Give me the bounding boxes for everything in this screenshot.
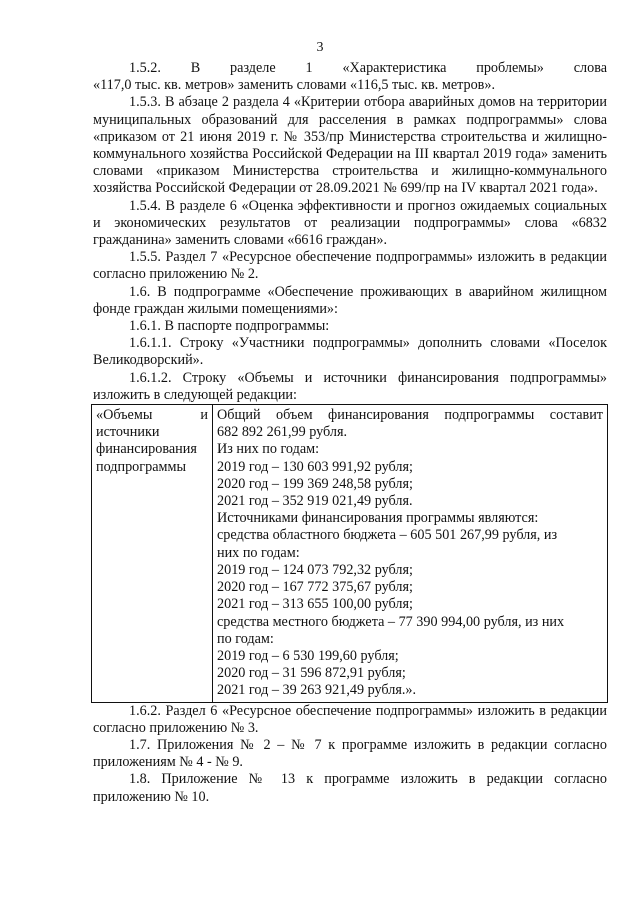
table-label-line: финансирования [96, 441, 197, 458]
table-content-line: 682 892 261,99 рубля. [217, 424, 348, 441]
table-content-line: 2021 год – 39 263 921,49 рубля.». [217, 682, 417, 699]
item-1-5-2-second-line: «117,0 тыс. кв. метров» заменить словами «116,5 тыс. кв. метров». [93, 77, 496, 94]
document-body [93, 60, 607, 806]
item-1-6-1-2: 1.6.1.2. Строку «Объемы и источники финансирования подпрограммы» изложить в следующей редакции: [93, 369, 607, 403]
item-1-5-2-first-line: 1.5.2. В разделе 1 «Характеристика проблемы» слова [129, 60, 607, 76]
financing-table [91, 404, 608, 702]
table-content-line: Источниками финансирования программы являются: [217, 510, 539, 527]
item-1-6-1-1: 1.6.1.1. Строку «Участники подпрограммы» дополнить словами «Поселок Великодворский». [93, 335, 607, 369]
page-number: 3 [316, 40, 324, 55]
table-label-line: «Объемы и [96, 407, 208, 424]
item-1-7: 1.7. Приложения № 2 – № 7 к программе изложить в редакции согласно приложениям № 4 - № 9. [93, 736, 607, 771]
table-label-line: подпрограммы [96, 458, 186, 475]
table-cell-label [92, 405, 213, 702]
table-content-line: 2021 год – 352 919 021,49 рубля. [217, 493, 413, 510]
table-content-line: 2020 год – 31 596 872,91 рубля; [217, 665, 406, 682]
table-content-line: по годам: [217, 630, 274, 647]
item-1-6: 1.6. В подпрограмме «Обеспечение проживающих в аварийном жилищном фонде граждан жилыми помещениями»: [93, 283, 607, 317]
item-1-6-2: 1.6.2. Раздел 6 «Ресурсное обеспечение подпрограммы» изложить в редакции согласно приложению № 3. [93, 702, 607, 736]
item-1-5-4: 1.5.4. В разделе 6 «Оценка эффективности и прогноз ожидаемых социальных и экономических результатов от реализации подпрограммы» слова «6832 гражданина» заменить словами «6616 граждан». [93, 197, 607, 249]
table-content-line: 2019 год – 6 530 199,60 рубля; [217, 647, 399, 664]
table-content-line: Из них по годам: [217, 441, 320, 458]
table-content-line: средства областного бюджета – 605 501 267,99 рубля, из [217, 527, 558, 544]
table-content-line: 2020 год – 167 772 375,67 рубля; [217, 579, 413, 596]
item-1-6-1: 1.6.1. В паспорте подпрограммы: [129, 318, 330, 335]
table-label-line: источники [96, 424, 160, 441]
table-content-line: 2019 год – 124 073 792,32 рубля; [217, 561, 413, 578]
table-row [92, 405, 608, 702]
table-content-line: Общий объем финансирования подпрограммы составит [217, 407, 603, 424]
table-content-line: них по годам: [217, 544, 300, 561]
item-1-5-3: 1.5.3. В абзаце 2 раздела 4 «Критерии отбора аварийных домов на территории муниципальных образований для расселения в рамках подпрограммы» слова «приказом от 21 июня 2019 г. № 353/пр Министерства строительства и жилищно-коммунального хозяйства Российской Федерации на III квартал 2019 года» заменить словами «приказом Министерства строительства и жилищно-коммунального хозяйства Российской Федерации от 28.09.2021 № 699/пр на IV квартал 2021 года». [93, 94, 607, 197]
item-1-5-2 [93, 60, 607, 94]
table-content-line: 2019 год – 130 603 991,92 рубля; [217, 458, 413, 475]
table-content-line: 2021 год – 313 655 100,00 рубля; [217, 596, 413, 613]
table-content-line: 2020 год – 199 369 248,58 рубля; [217, 475, 413, 492]
item-1-8: 1.8. Приложение № 13 к программе изложить в редакции согласно приложению № 10. [93, 771, 607, 805]
table-content-line: средства местного бюджета – 77 390 994,00 рубля, из них [217, 613, 565, 630]
item-1-5-5: 1.5.5. Раздел 7 «Ресурсное обеспечение подпрограммы» изложить в редакции согласно приложению № 2. [93, 249, 607, 283]
table-cell-content [213, 405, 608, 702]
